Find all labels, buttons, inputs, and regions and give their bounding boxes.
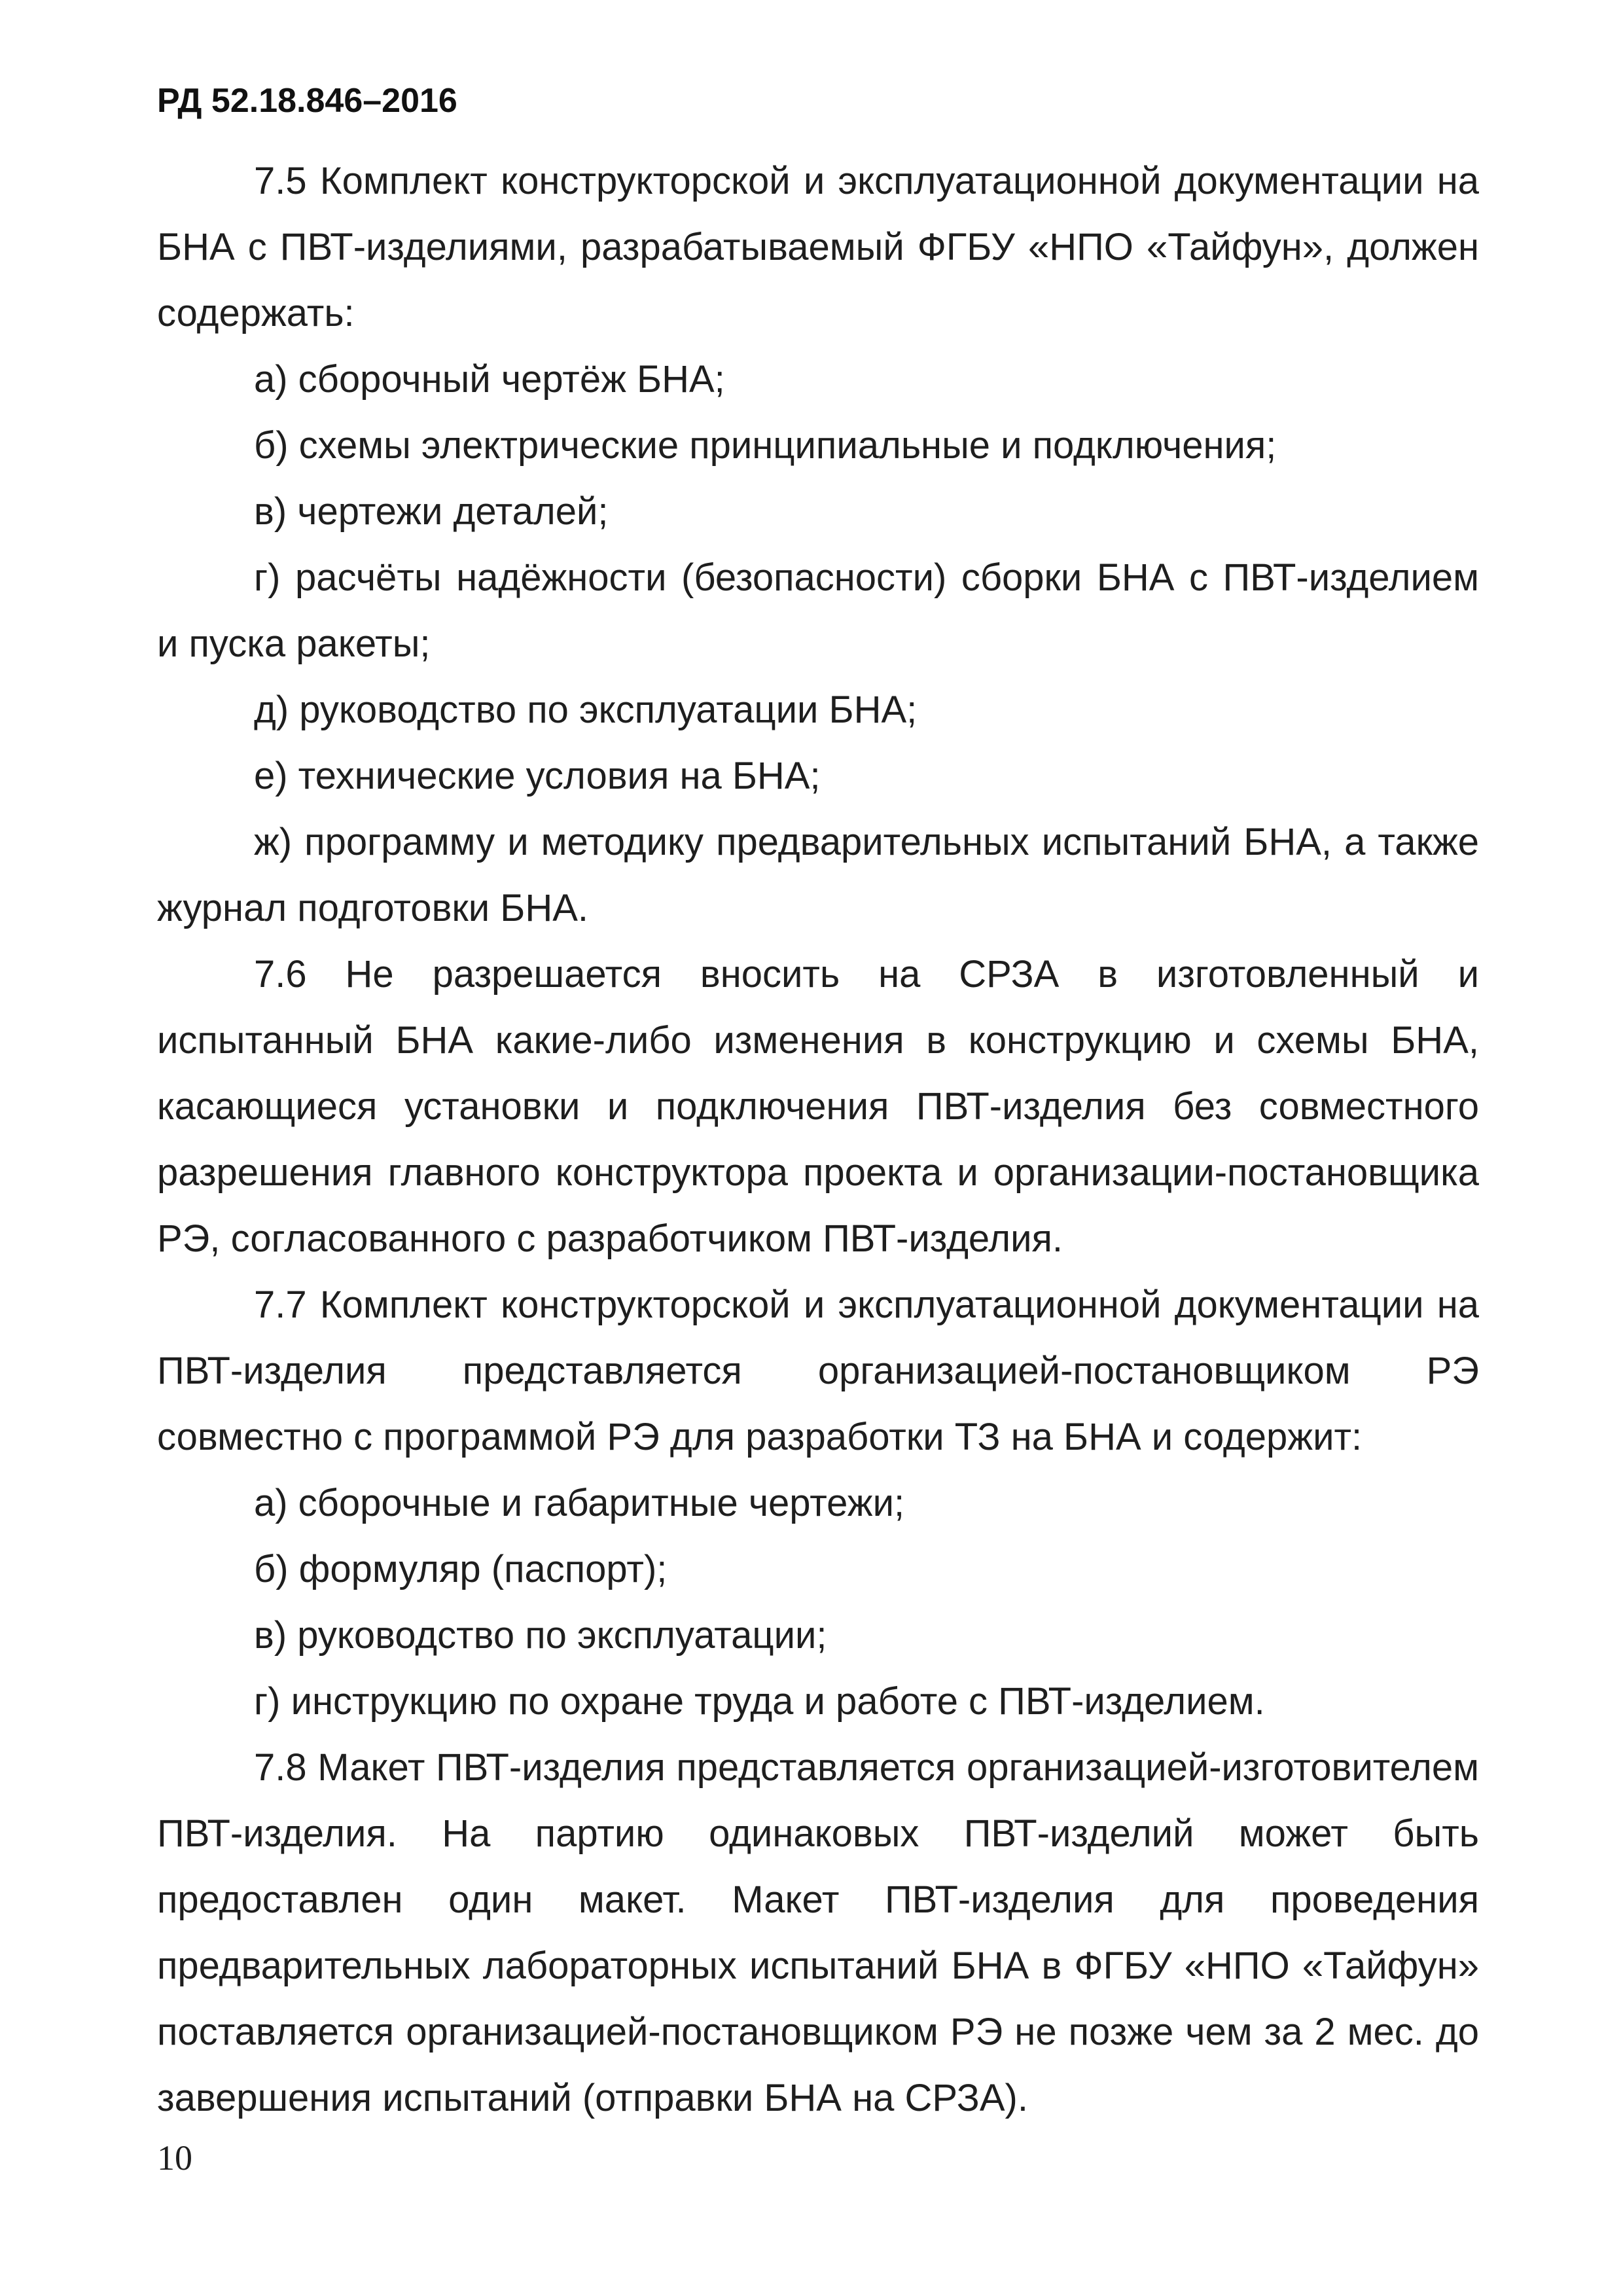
page-number: 10 [157,2138,192,2178]
list-item: д) руководство по эксплуатации БНА; [254,689,918,731]
paragraph-7-6: 7.6 Не разрешается вносить на СРЗА в изготовленный и испытанный БНА какие-либо изменения в конструкцию и схемы БНА, касающиеся установки и подключения ПВТ-изделия без совместного разрешения главного конструктора проекта и организации-постановщика РЭ, согласованного с разработчиком ПВТ-изделия. [157,953,1479,1260]
list-item: в) чертежи деталей; [254,490,609,533]
paragraph-7-8: 7.8 Макет ПВТ-изделия представляется организацией-изготовителем ПВТ-изделия. На партию одинаковых ПВТ-изделий может быть предоставлен один макет. Макет ПВТ-изделия для проведения предварительных лабораторных испытаний БНА в ФГБУ «НПО «Тайфун» поставляется организацией-постановщиком РЭ не позже чем за 2 мес. до завершения испытаний (отправки БНА на СРЗА). [157,1746,1479,2119]
list-item: г) расчёты надёжности (безопасности) сборки БНА с ПВТ-изделием и пуска ракеты; [157,556,1479,665]
list-item: г) инструкцию по охране труда и работе с ПВТ-изделием. [254,1680,1265,1723]
list-item: б) схемы электрические принципиальные и подключения; [254,424,1277,467]
list-item: в) руководство по эксплуатации; [254,1614,827,1657]
document-body [157,148,1479,2131]
list-item: е) технические условия на БНА; [254,755,821,797]
paragraph-7-7: 7.7 Комплект конструкторской и эксплуатационной документации на ПВТ-изделия представляется организацией-постановщиком РЭ совместно с программой РЭ для разработки ТЗ на БНА и содержит: [157,1283,1479,1458]
document-code-header: РД 52.18.846–2016 [157,82,457,120]
paragraph-7-5: 7.5 Комплект конструкторской и эксплуатационной документации на БНА с ПВТ-изделиями, разрабатываемый ФГБУ «НПО «Тайфун», должен содержать: [157,160,1479,334]
list-item: ж) программу и методику предварительных испытаний БНА, а также журнал подготовки БНА. [157,821,1479,929]
list-item: а) сборочные и габаритные чертежи; [254,1482,905,1524]
list-item: б) формуляр (паспорт); [254,1548,668,1590]
list-item: а) сборочный чертёж БНА; [254,358,725,401]
